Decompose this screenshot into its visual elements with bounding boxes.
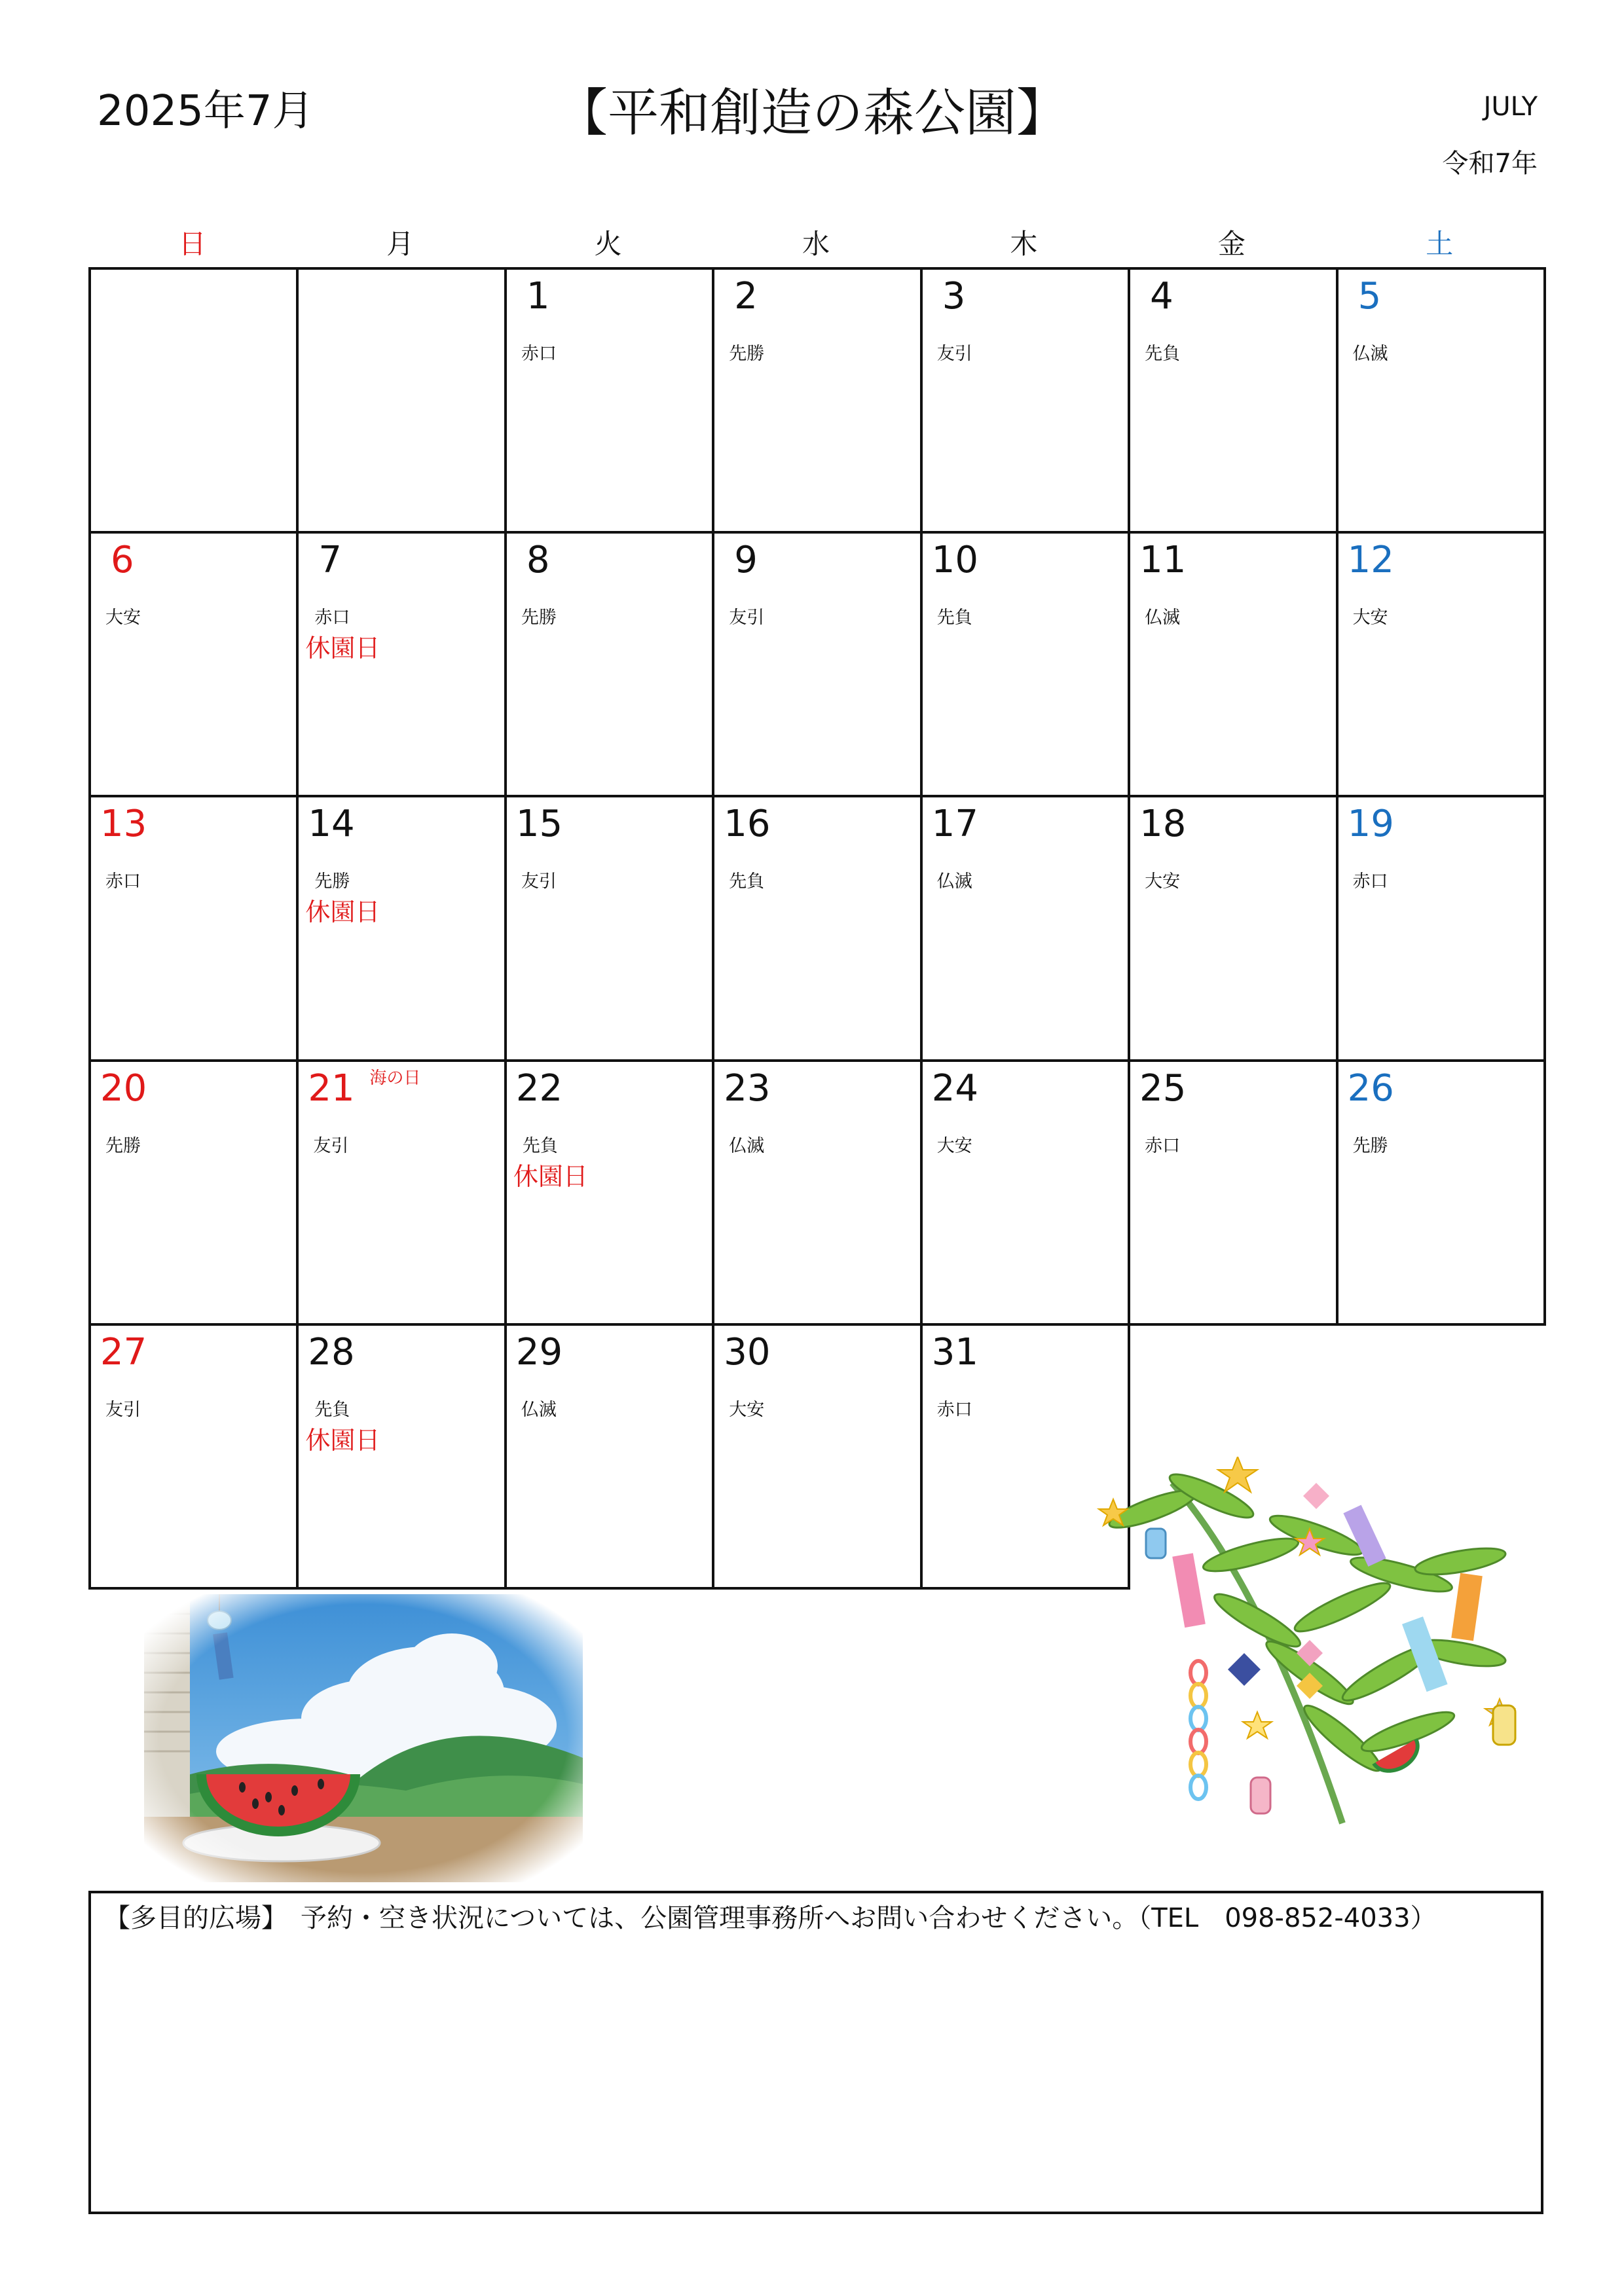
rokuyo-label: 仏滅 [729,1135,765,1156]
day-number: 17 [931,803,978,846]
rokuyo-label: 友引 [936,344,972,364]
rokuyo-label: 大安 [105,608,141,629]
calendar-day-cell [712,1059,922,1326]
day-number: 10 [931,539,978,582]
calendar-day-cell [1336,531,1546,797]
day-number: 18 [1139,803,1187,846]
weekday-label: 木 [1010,228,1038,260]
day-number: 11 [1139,539,1187,582]
holiday-label: 海の日 [369,1068,421,1088]
day-number: 30 [724,1330,771,1374]
page-title: 【平和創造の森公園】 [556,84,1067,143]
calendar-day-cell [920,795,1130,1061]
calendar-day-cell [88,531,299,797]
rokuyo-label: 仏滅 [1145,608,1181,629]
year-month-label: 2025年7月 [97,87,314,136]
day-number: 2 [734,275,758,318]
day-number: 13 [100,803,147,846]
day-number: 23 [724,1066,771,1110]
day-number: 4 [1150,275,1173,318]
rokuyo-label: 友引 [313,1135,349,1156]
rokuyo-label: 先勝 [729,344,765,364]
rokuyo-label: 先負 [729,871,765,892]
rokuyo-label: 仏滅 [521,1399,557,1420]
day-number: 16 [724,803,771,846]
month-english-label: JULY [1483,92,1538,122]
notice-box [88,1891,1543,2214]
day-number: 8 [526,539,550,582]
day-number: 14 [308,803,355,846]
day-number: 27 [100,1330,147,1374]
rokuyo-label: 赤口 [936,1399,972,1420]
day-number: 12 [1347,539,1394,582]
day-number: 25 [1139,1066,1187,1110]
calendar-grid [88,267,1543,1587]
rokuyo-label: 先負 [936,608,972,629]
rokuyo-label: 仏滅 [1352,344,1388,364]
paper-chain [1190,1661,1206,1799]
calendar-day-cell [920,267,1130,534]
rokuyo-label: 赤口 [521,344,557,364]
calendar-day-cell [712,795,922,1061]
rokuyo-label: 友引 [521,871,557,892]
calendar-day-cell [504,531,714,797]
day-number: 5 [1357,275,1382,318]
calendar-day-cell [712,531,922,797]
weekday-label: 金 [1217,228,1246,260]
day-number: 28 [308,1330,355,1374]
rokuyo-label: 先負 [314,1399,350,1420]
weekday-label: 火 [594,228,622,260]
calendar-day-cell [1336,1059,1546,1326]
calendar-day-cell [712,1323,922,1590]
calendar-day-cell [296,1323,506,1590]
day-number: 21 [308,1066,355,1110]
weekday-label: 土 [1426,228,1454,260]
weekday-label: 水 [802,228,830,260]
calendar-day-cell [504,795,714,1061]
calendar-empty-cell [88,267,299,534]
rokuyo-label: 先勝 [314,871,350,892]
rokuyo-label: 赤口 [314,608,350,629]
era-year-label: 令和7年 [1442,149,1538,179]
notice-text: 【多目的広場】 予約・空き状況については、公園管理事務所へお問い合わせください。（TEL 098-852-4033） [104,1903,1437,1933]
weekday-header-row [88,223,1543,262]
rokuyo-label: 仏滅 [936,871,972,892]
day-number: 1 [526,275,550,318]
calendar-day-cell [504,1323,714,1590]
calendar-day-cell [1128,1059,1338,1326]
rokuyo-label: 先勝 [521,608,557,629]
closed-day-label: 休園日 [305,898,380,927]
calendar-day-cell [1128,531,1338,797]
rokuyo-label: 先負 [1145,344,1181,364]
day-number: 3 [942,275,966,318]
calendar-day-cell [88,795,299,1061]
rokuyo-label: 友引 [105,1399,141,1420]
calendar-day-cell [920,531,1130,797]
calendar-day-cell [712,267,922,534]
rokuyo-label: 大安 [1145,871,1181,892]
day-number: 20 [100,1066,147,1110]
watermelon-wind-chime-illustration [144,1594,583,1882]
closed-day-label: 休園日 [305,1425,380,1455]
rokuyo-label: 先負 [522,1135,558,1156]
calendar-day-cell [1128,267,1338,534]
day-number: 19 [1347,803,1394,846]
calendar-day-cell [504,267,714,534]
calendar-day-cell [88,1059,299,1326]
closed-day-label: 休園日 [305,634,380,663]
day-number: 15 [515,803,563,846]
day-number: 26 [1347,1066,1394,1110]
rokuyo-label: 赤口 [1145,1135,1181,1156]
closed-day-label: 休園日 [513,1161,588,1191]
rokuyo-label: 大安 [1352,608,1388,629]
rokuyo-label: 友引 [729,608,765,629]
day-number: 29 [515,1330,563,1374]
weekday-label: 月 [386,228,415,260]
calendar-day-cell [296,531,506,797]
rokuyo-label: 先勝 [105,1135,141,1156]
day-number: 6 [111,539,134,582]
rokuyo-label: 赤口 [105,871,141,892]
calendar-day-cell [1336,267,1546,534]
calendar-day-cell [920,1059,1130,1326]
calendar-day-cell [1336,795,1546,1061]
calendar-day-cell [296,795,506,1061]
calendar-day-cell [88,1323,299,1590]
day-number: 7 [318,539,342,582]
calendar-day-cell [1128,795,1338,1061]
calendar-day-cell [504,1059,714,1326]
rokuyo-label: 大安 [729,1399,765,1420]
day-number: 31 [931,1330,978,1374]
rokuyo-label: 先勝 [1352,1135,1388,1156]
weekday-label: 日 [178,228,206,260]
day-number: 22 [515,1066,563,1110]
calendar-day-cell [296,1059,506,1326]
rokuyo-label: 大安 [936,1135,972,1156]
day-number: 24 [931,1066,978,1110]
calendar-empty-cell [296,267,506,534]
tanabata-bamboo-illustration [1094,1457,1545,1850]
rokuyo-label: 赤口 [1352,871,1388,892]
day-number: 9 [734,539,758,582]
